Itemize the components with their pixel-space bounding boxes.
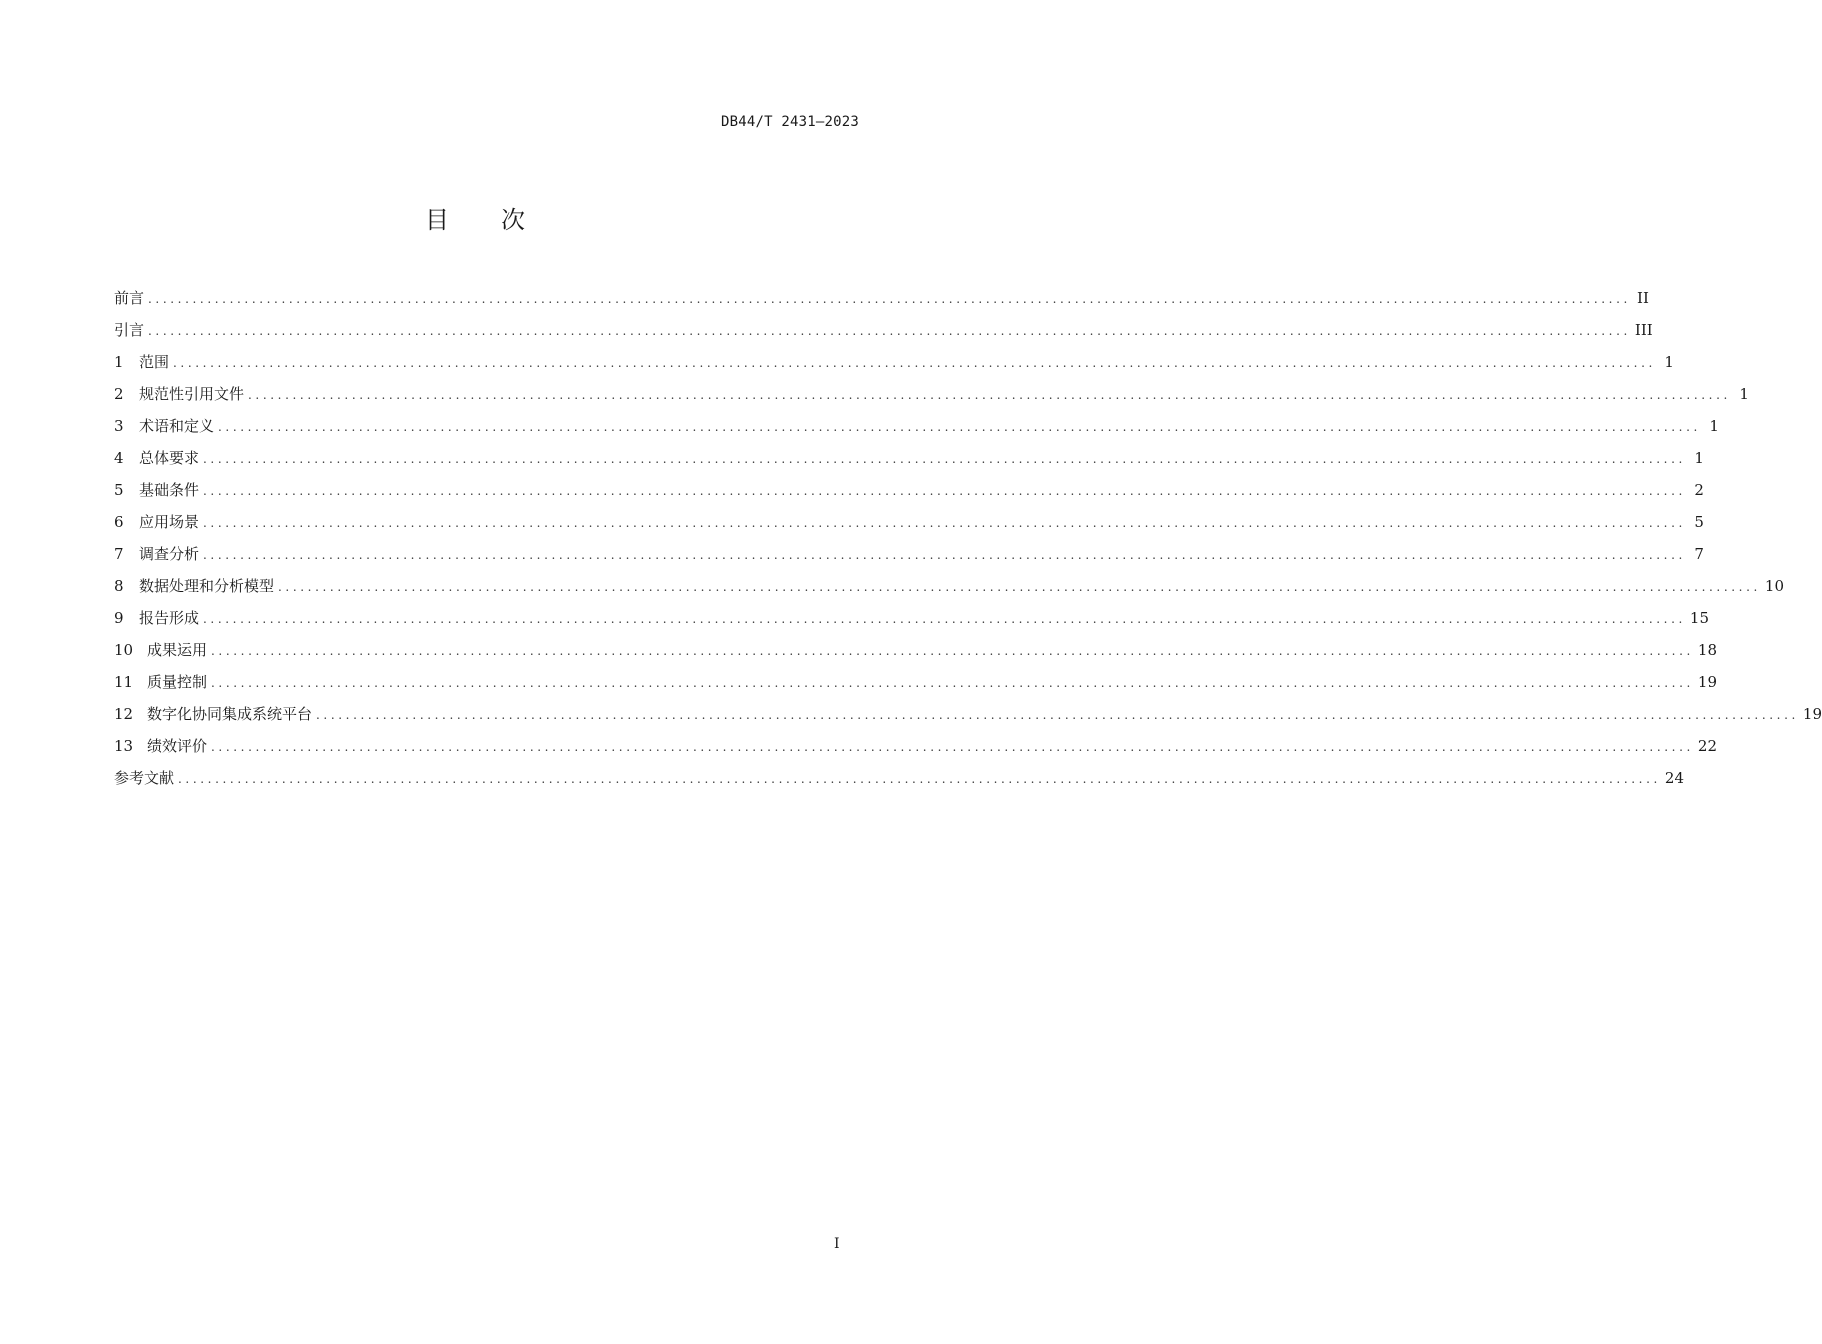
toc-entry-number: 12 (114, 705, 134, 723)
toc-entry-page: 15 (1689, 609, 1709, 627)
toc-dot-leader: ........................................................................................................................................................................................................ (203, 612, 1686, 626)
toc-entry-number: 13 (114, 737, 134, 755)
toc-entry-page: 24 (1664, 769, 1684, 787)
toc-entry-page: 18 (1697, 641, 1717, 659)
toc-dot-leader: ........................................................................................................................................................................................................ (248, 388, 1731, 402)
toc-entry-8[interactable] (114, 576, 1784, 608)
toc-dot-leader: ........................................................................................................................................................................................................ (178, 772, 1661, 786)
toc-entry-label: 成果运用 (147, 641, 208, 659)
toc-dot-leader: ........................................................................................................................................................................................................ (203, 516, 1686, 530)
toc-entry-number: 5 (114, 481, 124, 499)
toc-entry-label: 绩效评价 (147, 737, 208, 755)
document-code: DB44/T 2431—2023 (720, 114, 859, 130)
toc-entry-label: 数据处理和分析模型 (139, 577, 275, 595)
toc-entry-label: 术语和定义 (139, 417, 215, 435)
toc-entry-page: 1 (1709, 417, 1719, 435)
toc-entry-2[interactable] (114, 384, 1749, 416)
toc-entry-label: 规范性引用文件 (139, 385, 245, 403)
toc-dot-leader: ........................................................................................................................................................................................................ (173, 356, 1656, 370)
toc-dot-leader: ........................................................................................................................................................................................................ (211, 676, 1694, 690)
toc-entry-label: 应用场景 (139, 513, 200, 531)
toc-entry-number: 6 (114, 513, 124, 531)
toc-dot-leader: ........................................................................................................................................................................................................ (316, 708, 1799, 722)
toc-entry-number: 1 (114, 353, 124, 371)
toc-dot-leader: ........................................................................................................................................................................................................ (148, 324, 1631, 338)
toc-entry-bibliography[interactable] (114, 768, 1684, 800)
toc-dot-leader: ........................................................................................................................................................................................................ (211, 644, 1694, 658)
toc-entry-page: 1 (1664, 353, 1674, 371)
toc-entry-label: 总体要求 (139, 449, 200, 467)
toc-entry-label: 数字化协同集成系统平台 (147, 705, 313, 723)
toc-entry-page: 5 (1694, 513, 1704, 531)
toc-entry-page: III (1634, 321, 1653, 339)
toc-entry-introduction[interactable] (114, 320, 1653, 352)
toc-entry-7[interactable] (114, 544, 1704, 576)
toc-dot-leader: ........................................................................................................................................................................................................ (203, 484, 1686, 498)
toc-entry-10[interactable] (114, 640, 1717, 672)
toc-entry-label: 参考文献 (114, 769, 175, 787)
toc-entry-1[interactable] (114, 352, 1674, 384)
toc-entry-number: 3 (114, 417, 124, 435)
toc-entry-number: 8 (114, 577, 124, 595)
toc-entry-number: 9 (114, 609, 124, 627)
toc-dot-leader: ........................................................................................................................................................................................................ (218, 420, 1701, 434)
toc-entry-page: 22 (1697, 737, 1717, 755)
toc-entry-12[interactable] (114, 704, 1822, 736)
toc-entry-number: 10 (114, 641, 134, 659)
toc-entry-number: 4 (114, 449, 124, 467)
toc-entry-9[interactable] (114, 608, 1709, 640)
toc-entry-4[interactable] (114, 448, 1704, 480)
toc-entry-label: 前言 (114, 289, 145, 307)
toc-entry-13[interactable] (114, 736, 1717, 768)
toc-entry-label: 报告形成 (139, 609, 200, 627)
toc-entry-5[interactable] (114, 480, 1704, 512)
toc-entry-page: 19 (1802, 705, 1822, 723)
toc-entry-page: II (1637, 289, 1649, 307)
page-number: I (834, 1236, 840, 1252)
page-title: 目次 (425, 206, 577, 234)
toc-entry-page: 2 (1694, 481, 1704, 499)
toc-entry-label: 质量控制 (147, 673, 208, 691)
toc-dot-leader: ........................................................................................................................................................................................................ (278, 580, 1761, 594)
toc-entry-label: 基础条件 (139, 481, 200, 499)
toc-entry-page: 19 (1697, 673, 1717, 691)
toc-entry-page: 1 (1739, 385, 1749, 403)
toc-entry-label: 引言 (114, 321, 145, 339)
toc-dot-leader: ........................................................................................................................................................................................................ (148, 292, 1631, 306)
toc-entry-page: 10 (1764, 577, 1784, 595)
toc-dot-leader: ........................................................................................................................................................................................................ (203, 548, 1686, 562)
toc-entry-page: 1 (1694, 449, 1704, 467)
toc-entry-number: 11 (114, 673, 134, 691)
toc-dot-leader: ........................................................................................................................................................................................................ (211, 740, 1694, 754)
toc-entry-6[interactable] (114, 512, 1704, 544)
toc-dot-leader: ........................................................................................................................................................................................................ (203, 452, 1686, 466)
toc-entry-3[interactable] (114, 416, 1719, 448)
table-of-contents (114, 288, 1822, 800)
toc-entry-label: 调查分析 (139, 545, 200, 563)
toc-entry-page: 7 (1694, 545, 1704, 563)
toc-entry-number: 7 (114, 545, 124, 563)
toc-entry-11[interactable] (114, 672, 1717, 704)
toc-entry-foreword[interactable] (114, 288, 1649, 320)
toc-entry-number: 2 (114, 385, 124, 403)
toc-entry-label: 范围 (139, 353, 170, 371)
